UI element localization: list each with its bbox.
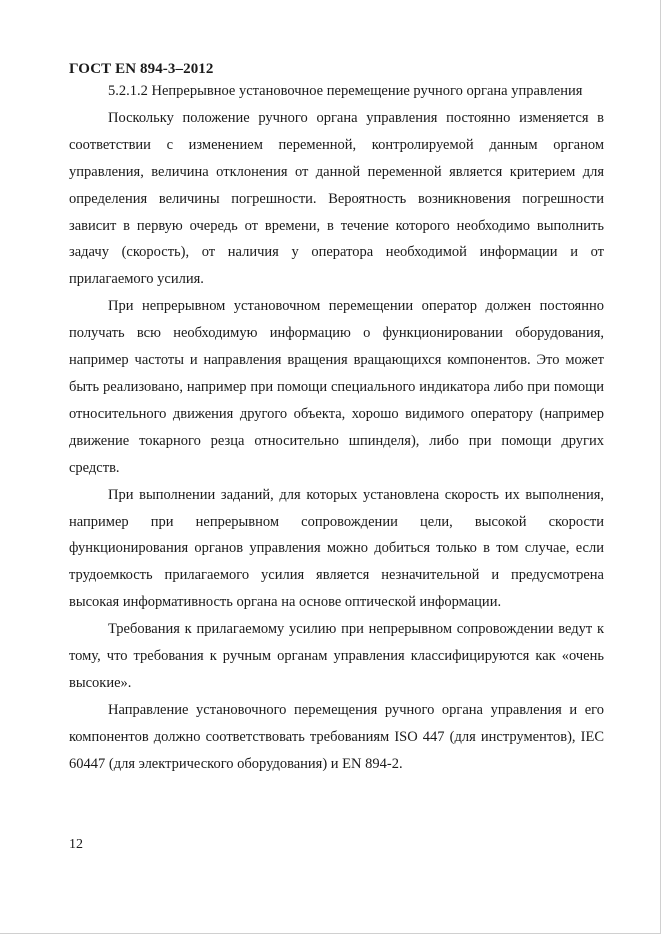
paragraph-section-heading: 5.2.1.2 Непрерывное установочное перемещение ручного органа управления [108, 83, 583, 99]
paragraph: При выполнении заданий, для которых установлена скорость их выполнения, например при непрерывном сопровождении цели, высокой скорости функционирования органов управления можно добиться только в том случае, если трудоемкость прилагаемого усилия является незначительной и предусмотрена высокая информативность органа на основе оптической информации. [69, 486, 604, 611]
paragraph: Направление установочного перемещения ручного органа управления и его компонентов должно соответствовать требованиям ISO 447 (для инструментов), IEC 60447 (для электрического оборудования) и EN 894-2. [69, 701, 604, 772]
paragraph: Поскольку положение ручного органа управления постоянно изменяется в соответствии с изменением переменной, контролируемой данным органом управления, величина отклонения от данной переменной является критерием для определения величины погрешности. Вероятность возникновения погрешности зависит в первую очередь от времени, в течение которого необходимо выполнить задачу (скорость), от наличия у оператора необходимой информации и от прилагаемого усилия. [69, 109, 604, 288]
paragraph: При непрерывном установочном перемещении оператор должен постоянно получать всю необходимую информацию о функционировании оборудования, например частоты и направления вращения вращающихся компонентов. Это может быть реализовано, например при помощи специального индикатора либо при помощи относительного движения другого объекта, хорошо видимого оператору (например движение токарного резца относительно шпинделя), либо при помощи других средств. [69, 298, 604, 476]
document-body [69, 78, 604, 778]
paragraph: Требования к прилагаемому усилию при непрерывном сопровождении ведут к тому, что требования к ручным органам управления классифицируются как «очень высокие». [69, 621, 604, 691]
document-header-title: ГОСТ EN 894-3–2012 [69, 61, 214, 77]
page-number: 12 [69, 837, 83, 852]
